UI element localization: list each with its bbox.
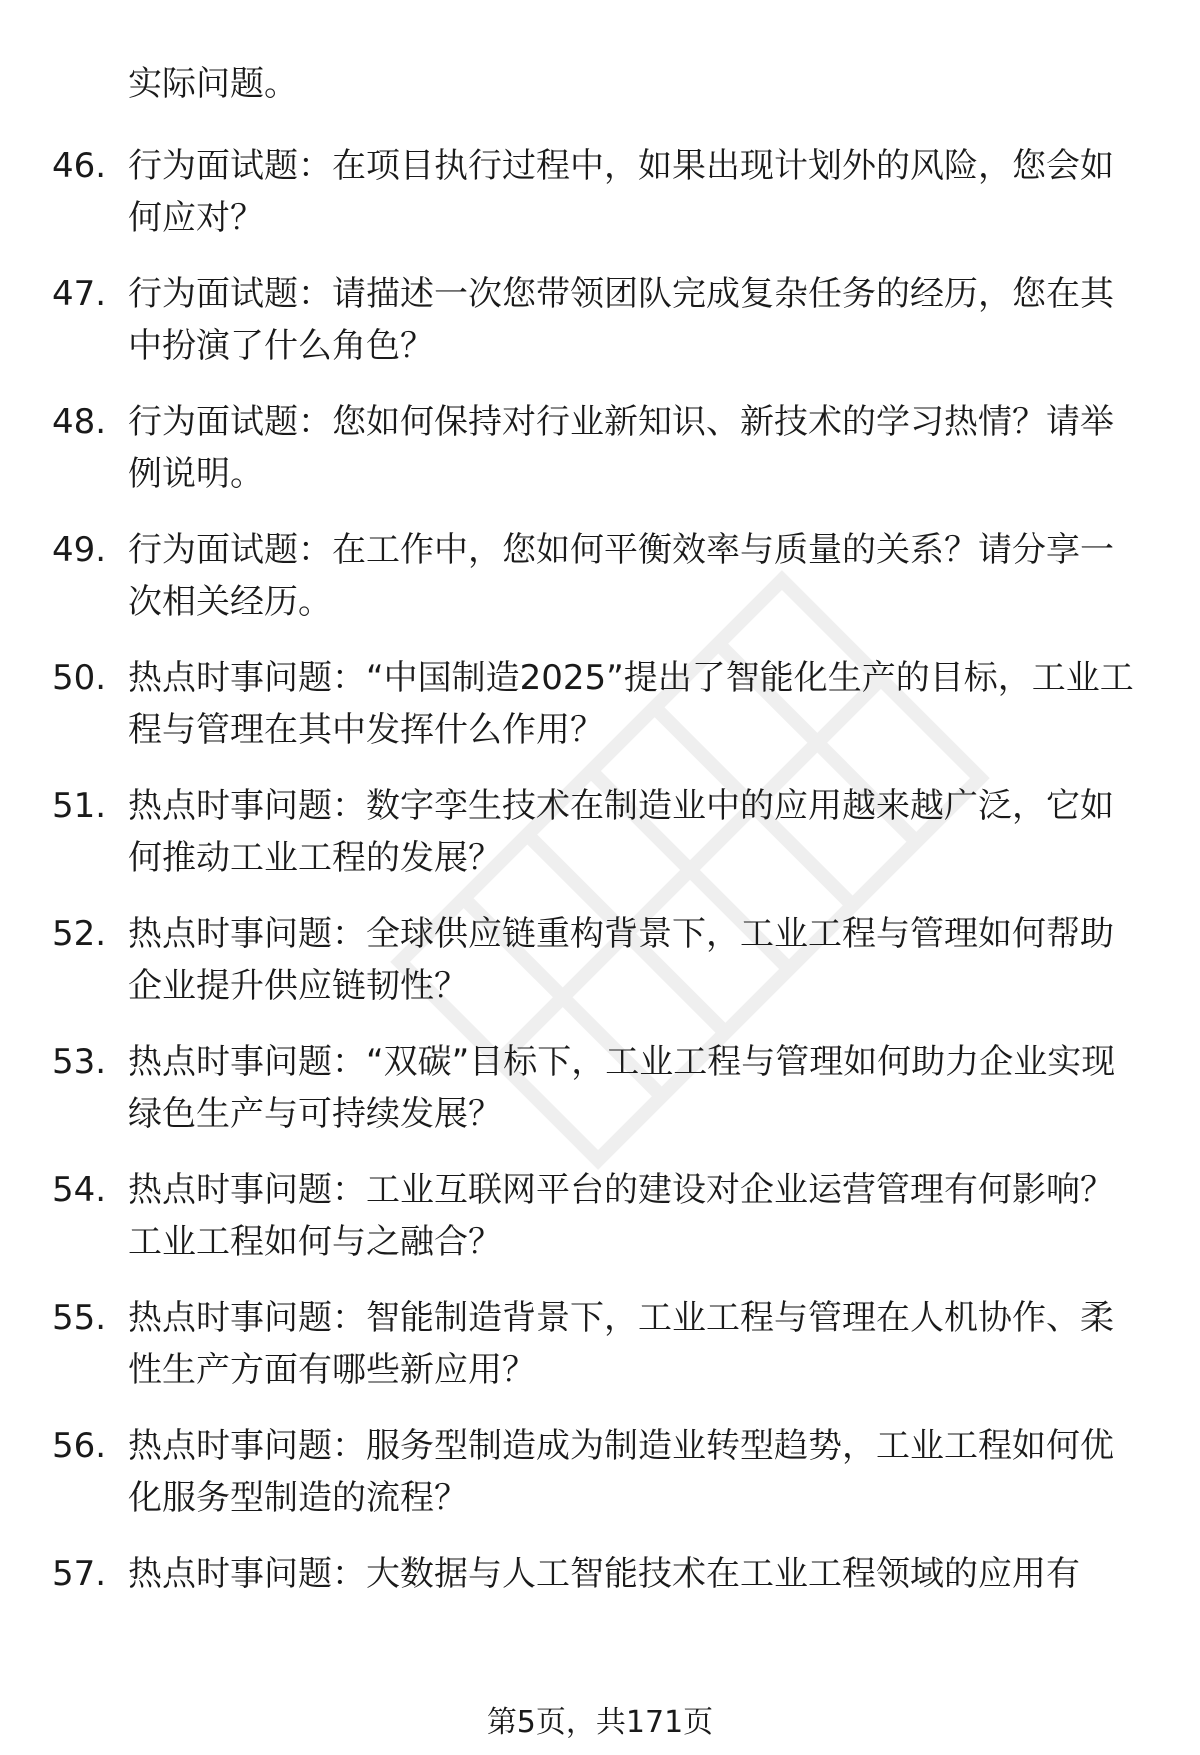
- list-item: [0, 908, 1200, 1011]
- question-number: 47.: [52, 274, 107, 314]
- list-item: [0, 268, 1200, 371]
- question-text: 热点时事问题：全球供应链重构背景下，工业工程与管理如何帮助企业提升供应链韧性？: [128, 914, 1114, 1006]
- list-item: [0, 396, 1200, 499]
- question-text: 热点时事问题：服务型制造成为制造业转型趋势，工业工程如何优化服务型制造的流程？: [128, 1426, 1114, 1518]
- question-text: 热点时事问题：数字孪生技术在制造业中的应用越来越广泛，它如何推动工业工程的发展？: [128, 786, 1114, 878]
- question-number: 50.: [52, 658, 107, 698]
- list-item: [0, 140, 1200, 243]
- question-number: 52.: [52, 914, 107, 954]
- question-number: 48.: [52, 402, 107, 442]
- question-text: 行为面试题：在工作中，您如何平衡效率与质量的关系？请分享一次相关经历。: [128, 530, 1114, 622]
- question-number: 46.: [52, 146, 107, 186]
- question-number: 49.: [52, 530, 107, 570]
- question-number: 55.: [52, 1298, 107, 1338]
- page-footer: 第5页，共171页: [486, 1705, 714, 1740]
- question-text: 热点时事问题：智能制造背景下，工业工程与管理在人机协作、柔性生产方面有哪些新应用？: [128, 1298, 1114, 1390]
- list-item: [0, 1292, 1200, 1395]
- question-text: 热点时事问题：“双碳”目标下，工业工程与管理如何助力企业实现绿色生产与可持续发展？: [128, 1042, 1116, 1134]
- question-text: 热点时事问题：大数据与人工智能技术在工业工程领域的应用有: [128, 1554, 1080, 1594]
- question-text: 热点时事问题：工业互联网平台的建设对企业运营管理有何影响？工业工程如何与之融合？: [128, 1170, 1114, 1262]
- question-text: 行为面试题：您如何保持对行业新知识、新技术的学习热情？请举例说明。: [128, 402, 1114, 494]
- question-number: 54.: [52, 1170, 107, 1210]
- question-text: 热点时事问题：“中国制造2025”提出了智能化生产的目标，工业工程与管理在其中发挥什么作用？: [128, 658, 1134, 750]
- list-item: [0, 652, 1200, 755]
- question-number: 51.: [52, 786, 107, 826]
- question-text: 行为面试题：请描述一次您带领团队完成复杂任务的经历，您在其中扮演了什么角色？: [128, 274, 1114, 366]
- question-number: 53.: [52, 1042, 107, 1082]
- continuation-text: 实际问题。: [128, 64, 298, 104]
- list-item: [0, 1164, 1200, 1267]
- list-item: [0, 524, 1200, 627]
- question-number: 56.: [52, 1426, 107, 1466]
- list-item: [0, 1420, 1200, 1523]
- list-item: [0, 780, 1200, 883]
- question-number: 57.: [52, 1554, 107, 1594]
- list-item: [0, 1548, 1200, 1651]
- question-text: 行为面试题：在项目执行过程中，如果出现计划外的风险，您会如何应对？: [128, 146, 1114, 238]
- question-list: [0, 140, 1200, 1676]
- list-item: [0, 1036, 1200, 1139]
